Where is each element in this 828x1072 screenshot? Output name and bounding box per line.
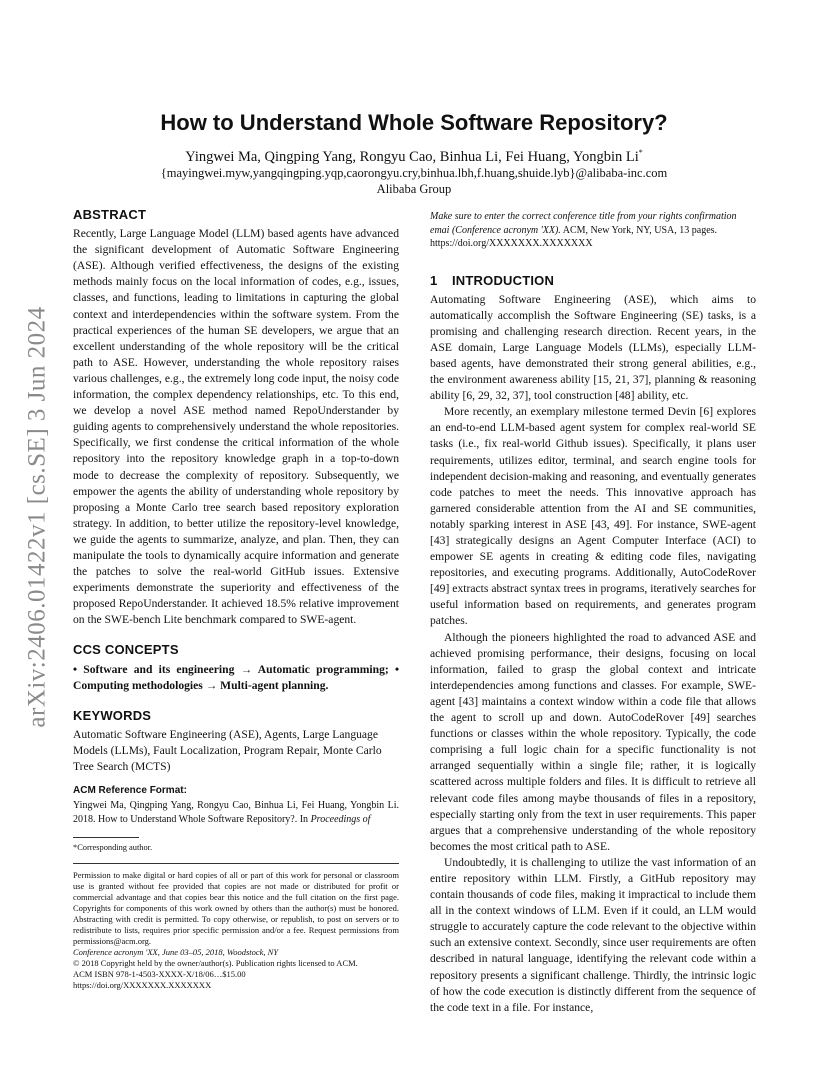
permission-text: Permission to make digital or hard copies of all or part of this work for personal or classroom use is granted without fee provided that copies are not made or distributed for profit or commercial advantage and that copies bear this notice and the full citation on the first page. Copyrights for components of this work owned by others than the author(s) must be honored. Abstracting with credit is permitted. To copy otherwise, or republish, to post on servers or to redistribute to lists, requires prior specific permission and/or a fee. Request permissions from permissions@acm.org. xyxy=(73,870,399,947)
permission-divider xyxy=(73,863,399,864)
author-list xyxy=(74,148,754,166)
intro-paragraph-1: Automating Software Engineering (ASE), which aims to automatically accomplish the Software Engineering (SE) tasks, is a promising and challenging research direction. Recent years, in the ASE domain, Large Language Models (LLMs), especially LLM-based agents, have demonstrated their strong general abilities, e.g., the environment awareness ability [15, 21, 37], planning & reasoning ability [6, 29, 32, 37], tool construction [48] ability, etc. xyxy=(430,292,756,403)
conference-line: Conference acronym 'XX, June 03–05, 2018, Woodstock, NY xyxy=(73,947,279,958)
author-emails: {mayingwei.myw,yangqingping.yqp,caorongyu.cry,binhua.lbh,f.huang,shuide.lyb}@alibaba-inc.com xyxy=(160,166,668,180)
author-names: Yingwei Ma, Qingping Yang, Rongyu Cao, Binhua Li, Fei Huang, Yongbin Li xyxy=(185,148,639,165)
abstract-text: Recently, Large Language Model (LLM) based agents have advanced the significant development of Automatic Software Engineering (ASE). Although verified effectiveness, the designs of the existing methods mainly focus on the local information of codes, e.g., issues, classes, and functions, leading to limitations in capturing the global context and interdependencies within the software system. From the practical experiences of the human SE developers, we argue that an excellent understanding of the whole repository will be the critical path to ASE. However, understanding the whole repository raises various challenges, e.g., the extremely long code input, the noisy code information, the complex dependency relationships, etc. To this end, we develop a novel ASE method named RepoUnderstander by guiding agents to comprehensively understand the whole repositories. Specifically, we first condense the critical information of the whole repository into the repository knowledge graph in a top-to-down mode to decrease the complexity of repository. Subsequently, we empower the agents the ability of understanding whole repository by proposing a Monte Carlo tree search based repository exploration strategy. In addition, to better utilize the repository-level knowledge, we guide the agents to summarize, analyze, and plan. Then, they can manipulate the tools to dynamically acquire information and generate the patches to solve the real-world GitHub issues. Extensive experiments demonstrate the superiority and effectiveness of the proposed RepoUnderstander. It achieved 18.5% relative improvement on the SWE-bench Lite benchmark compared to SWE-agent. xyxy=(73,227,399,627)
arxiv-identifier-text: arXiv:2406.01422v1 [cs.SE] 3 Jun 2024 xyxy=(24,306,51,728)
corresponding-author-footnote: *Corresponding author. xyxy=(73,843,153,853)
intro-paragraph-4: Undoubtedly, it is challenging to utilize the vast information of an entire repository within LLM. Firstly, a GitHub repository may contain thousands of code files, making it impractical to include them all in the context windows of LLM. Even if it could, an LLM would struggle to accurately capture the code relevant to the objective within such an extensive context. Secondly, since user requirements are often described in natural language, identifying the relevant code within a repository presents a significant challenge. Thirdly, the intrinsic logic of how the code execution is distinctly different from the sequence of the code text in a file. For instance, xyxy=(430,855,757,1014)
isbn-line: ACM ISBN 978-1-4503-XXXX-X/18/06…$15.00 xyxy=(73,969,246,980)
doi-line: https://doi.org/XXXXXXX.XXXXXXX xyxy=(73,980,212,991)
keywords-heading: KEYWORDS xyxy=(73,707,152,723)
introduction-heading xyxy=(430,273,756,289)
copyright-line: © 2018 Copyright held by the owner/author(s). Publication rights licensed to ACM. xyxy=(73,958,358,969)
acm-reference-body: Yingwei Ma, Qingping Yang, Rongyu Cao, Binhua Li, Fei Huang, Yongbin Li. 2018. How to Understand Whole Software Repository?. In xyxy=(73,800,399,826)
left-column xyxy=(73,207,399,991)
abstract-heading: ABSTRACT xyxy=(73,207,147,222)
acm-reference-proceedings: Proceedings of xyxy=(310,814,371,826)
conference-note-italic: Make sure to enter the correct conference title from your rights confirmation emai (Conference acronym 'XX). xyxy=(430,211,737,236)
acm-reference-heading: ACM Reference Format: xyxy=(73,785,187,797)
section-title: INTRODUCTION xyxy=(452,272,555,288)
paper-title: How to Understand Whole Software Repository? xyxy=(160,110,668,135)
footnote-divider xyxy=(73,837,139,838)
affiliation: Alibaba Group xyxy=(376,182,452,196)
corresponding-author-mark: * xyxy=(638,148,643,157)
section-number: 1 xyxy=(430,272,438,288)
intro-paragraph-2: More recently, an exemplary milestone termed Devin [6] explores an end-to-end LLM-based agent system for complex real-world SE tasks (i.e., fix real-world Github issues). Specifically, it plans user requirements, utilizes editor, terminal, and search engine tools for independent decision-making and reasoning, and eventually generates code patches to meet the needs. This innovative approach has garnered considerable attention from the AI and SE communities, notably sparking interest in ASE [43, 49]. For instance, SWE-agent [43] strategically designs an Agent Computer Interface (ACI) to empower SE agents in creating & editing code files, navigating repositories, and executing programs. Additionally, AutoCodeRover [49] extracts abstract syntax trees in programs, iteratively searches for useful information based on requirements, and generates program patches. xyxy=(430,405,756,628)
keywords-text: Automatic Software Engineering (ASE), Agents, Large Language Models (LLMs), Fault Localization, Program Repair, Monte Carlo Tree Search (MCTS) xyxy=(73,727,382,773)
acm-reference-text xyxy=(73,799,399,827)
right-column xyxy=(430,210,756,1016)
intro-paragraph-3: Although the pioneers highlighted the road to advanced ASE and achieved promising performance, their designs, focusing on local information, failed to grasp the global context and intricate interdependencies among functions and classes. For example, SWE-agent [43] maintains a context window within a code file that allows the agent to scroll up and down. AutoCodeRover [49] searches functions or classes within the whole repository. Typically, the code comprising a full logic chain for a specific functionality is not arranged sequentially within a single file; rather, it is logically scattered across multiple folders and files. It is difficult to retrieve all relevant code files among maybe thousands of files in a repository, especially starting only from the text in user requirements. This paper argues that a comprehensive understanding of the whole repository becomes the most critical path to ASE. xyxy=(430,630,756,853)
ccs-heading: CCS CONCEPTS xyxy=(73,642,179,658)
conference-note xyxy=(430,210,756,251)
permission-block xyxy=(73,870,399,991)
arxiv-identifier xyxy=(22,302,54,732)
ccs-text: • Software and its engineering → Automatic programming; • Computing methodologies → Multi-agent planning. xyxy=(73,662,399,692)
conference-note-text: ACM, New York, NY, USA, 13 pages. https://doi.org/XXXXXXX.XXXXXXX xyxy=(430,224,718,249)
